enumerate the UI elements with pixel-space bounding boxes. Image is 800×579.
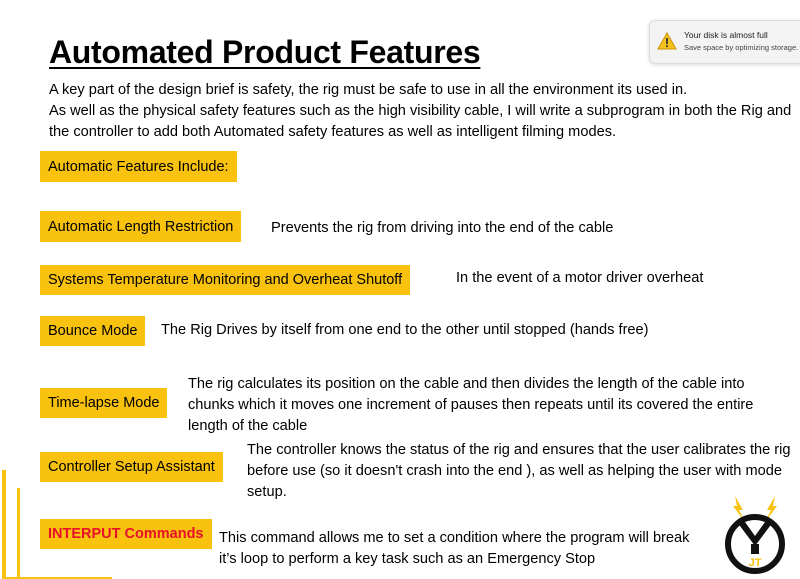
feature-desc-length-restriction: Prevents the rig from driving into the end of the cable [271, 220, 614, 236]
feature-desc-setup-assistant: The controller knows the status of the rig and ensures that the user calibrates the rig before use (so it doesn't crash into the end ), as well as helping the user with mode setup. [247, 442, 791, 500]
page-title: Automated Product Features [49, 34, 481, 70]
notification-body: Save space by optimizing storage. [684, 43, 799, 52]
feature-desc-temperature-monitoring: In the event of a motor driver overheat [456, 270, 704, 286]
logo-text: JT [748, 557, 762, 569]
decorative-bar-vertical [2, 470, 6, 579]
feature-label-temperature-monitoring: Systems Temperature Monitoring and Overheat Shutoff [40, 265, 410, 295]
intro-text [49, 80, 794, 143]
decorative-bar-vertical-inner [17, 488, 20, 579]
feature-desc-interrupt-commands: This command allows me to set a condition where the program will break it’s loop to perform a key task such as an Emergency Stop [219, 530, 690, 567]
warning-icon [657, 32, 677, 50]
features-header-tag: Automatic Features Include: [40, 151, 237, 182]
feature-label-time-lapse: Time-lapse Mode [40, 388, 167, 418]
feature-desc-time-lapse: The rig calculates its position on the cable and then divides the length of the cable into chunks which it moves one increment of pauses then repeats until its covered the entire length of the cable [188, 376, 754, 434]
feature-label-bounce-mode: Bounce Mode [40, 316, 145, 346]
notification-title: Your disk is almost full [684, 30, 768, 40]
intro-line-1: A key part of the design brief is safety, the rig must be safe to use in all the environment its used in. [49, 82, 688, 98]
feature-label-interrupt-commands: INTERPUT Commands [40, 519, 212, 549]
feature-label-setup-assistant: Controller Setup Assistant [40, 452, 223, 482]
jt-logo [715, 494, 795, 576]
feature-desc-bounce-mode: The Rig Drives by itself from one end to the other until stopped (hands free) [161, 322, 649, 338]
disk-full-notification[interactable] [649, 20, 800, 64]
feature-label-length-restriction: Automatic Length Restriction [40, 211, 241, 242]
intro-line-2: As well as the physical safety features such as the high visibility cable, I will write a subprogram in both the Rig and the controller to add both Automated safety features as well as intelligent filming modes. [49, 103, 792, 140]
